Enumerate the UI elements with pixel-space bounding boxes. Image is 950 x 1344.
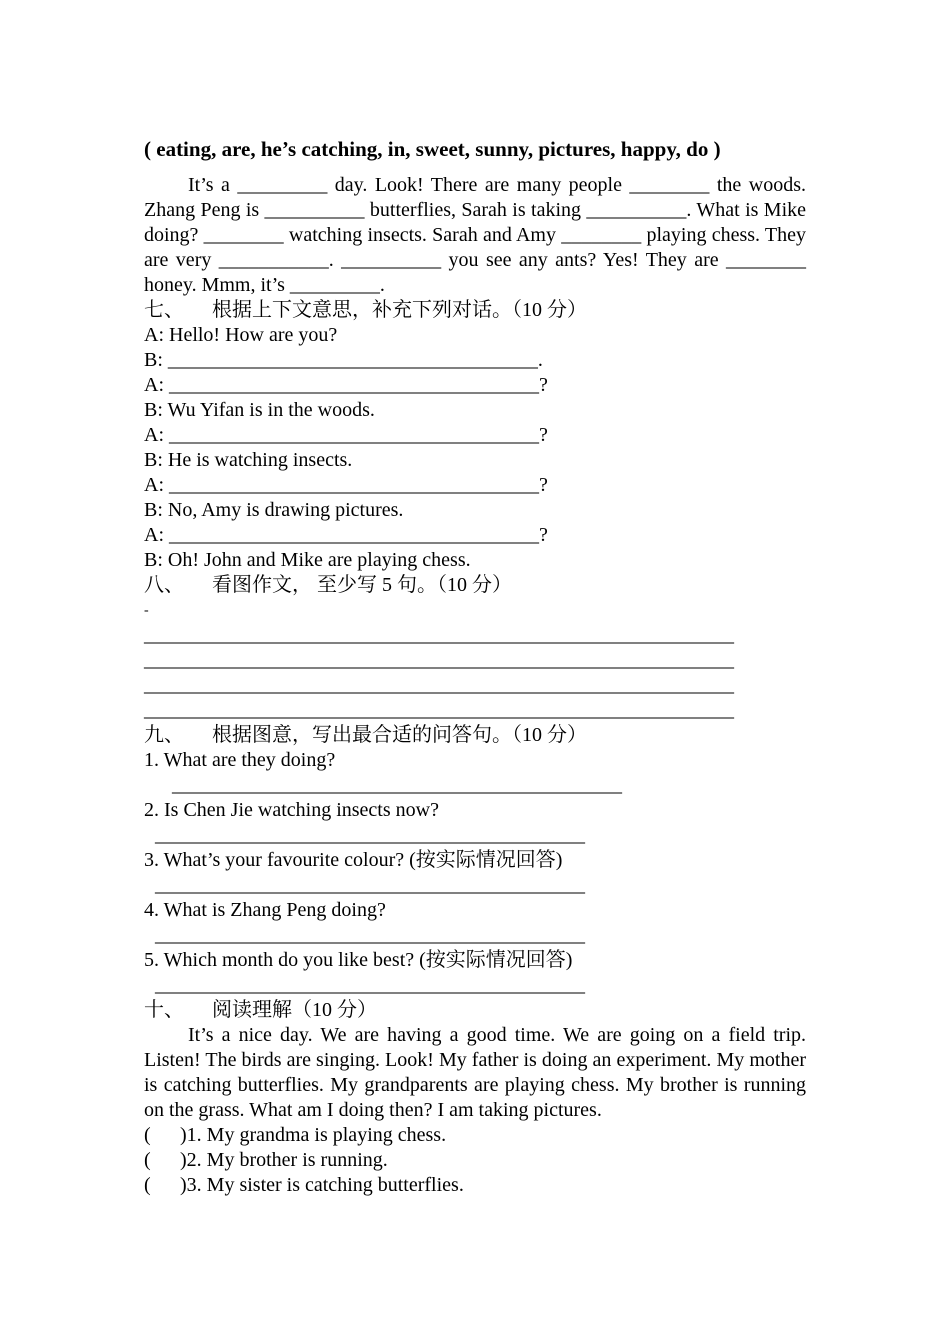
judgement-item xyxy=(144,1123,806,1148)
dialogue-line[interactable]: A: _____________________________________? xyxy=(144,374,548,396)
section-8-mark: - xyxy=(144,603,149,618)
judgement-item xyxy=(144,1173,806,1198)
answer-line[interactable]: ___________________________________________ xyxy=(155,924,585,946)
section-7-heading xyxy=(144,298,806,323)
question-text: 5. Which month do you like best? (按实际情况回答) xyxy=(144,949,573,971)
question-text: 2. Is Chen Jie watching insects now? xyxy=(144,799,439,821)
answer-paren[interactable]: ( xyxy=(144,1124,151,1146)
judgement-item xyxy=(144,1148,806,1173)
reading-passage: It’s a nice day. We are having a good time. We are going on a field trip. Listen! The birds are singing. Look! My father is doing an experiment. My mother is catching butterflies. My grandparents are playing chess. My brother is running on the grass. What am I doing then? I am taking pictures. xyxy=(144,1024,806,1121)
judgement-text: )1. My grandma is playing chess. xyxy=(180,1124,447,1146)
question-text: 1. What are they doing? xyxy=(144,749,336,771)
section-10-title: 阅读理解（10 分） xyxy=(212,999,377,1021)
dialogue-line: B: He is watching insects. xyxy=(144,449,353,471)
dialogue-line: A: Hello! How are you? xyxy=(144,324,338,346)
dialogue-line[interactable]: A: _____________________________________? xyxy=(144,524,548,546)
answer-line[interactable]: ___________________________________________ xyxy=(155,974,585,996)
dialogue-line: B: Wu Yifan is in the woods. xyxy=(144,399,375,421)
section-8-number: 八、 xyxy=(144,574,184,596)
question-text: 3. What’s your favourite colour? (按实际情况回答) xyxy=(144,849,563,871)
section-9-heading xyxy=(144,723,806,748)
judgement-text: )2. My brother is running. xyxy=(180,1149,388,1171)
section-7-title: 根据上下文意思，补充下列对话。（10 分） xyxy=(212,299,587,321)
section-9-number: 九、 xyxy=(144,724,184,746)
answer-paren[interactable]: ( xyxy=(144,1174,151,1196)
composition-line[interactable]: ___________________________________________________________ xyxy=(144,649,734,671)
section-10-heading xyxy=(144,998,806,1023)
dialogue-line: B: Oh! John and Mike are playing chess. xyxy=(144,549,471,571)
section-8-heading xyxy=(144,573,806,598)
composition-line[interactable]: ___________________________________________________________ xyxy=(144,699,734,721)
dialogue-line[interactable]: A: _____________________________________? xyxy=(144,424,548,446)
judgement-text: )3. My sister is catching butterflies. xyxy=(180,1174,464,1196)
dialogue-line[interactable]: B: _____________________________________. xyxy=(144,349,543,371)
answer-line[interactable]: _____________________________________________ xyxy=(172,774,622,796)
section-10-number: 十、 xyxy=(144,999,184,1021)
section-8-title: 看图作文， 至少写 5 句。（10 分） xyxy=(212,574,512,596)
composition-line[interactable]: ___________________________________________________________ xyxy=(144,624,734,646)
dialogue-line: B: No, Amy is drawing pictures. xyxy=(144,499,404,521)
composition-line[interactable]: ___________________________________________________________ xyxy=(144,674,734,696)
cloze-paragraph: It’s a _________ day. Look! There are many people ________ the woods. Zhang Peng is __________ butterflies, Sarah is taking __________. What is Mike doing? ________ watching insects. Sarah and Amy ________ playing chess. They are very ___________. __________ you see any ants? Yes! They are ________ honey. Mmm, it’s _________. xyxy=(144,174,806,296)
question-text: 4. What is Zhang Peng doing? xyxy=(144,899,386,921)
section-9-title: 根据图意，写出最合适的问答句。（10 分） xyxy=(212,724,587,746)
worksheet-page xyxy=(144,133,806,1198)
answer-line[interactable]: ___________________________________________ xyxy=(155,874,585,896)
section-7-number: 七、 xyxy=(144,299,184,321)
answer-paren[interactable]: ( xyxy=(144,1149,151,1171)
dialogue-line[interactable]: A: _____________________________________? xyxy=(144,474,548,496)
answer-line[interactable]: ___________________________________________ xyxy=(155,824,585,846)
word-bank: ( eating, are, he’s catching, in, sweet, sunny, pictures, happy, do ) xyxy=(144,137,721,161)
